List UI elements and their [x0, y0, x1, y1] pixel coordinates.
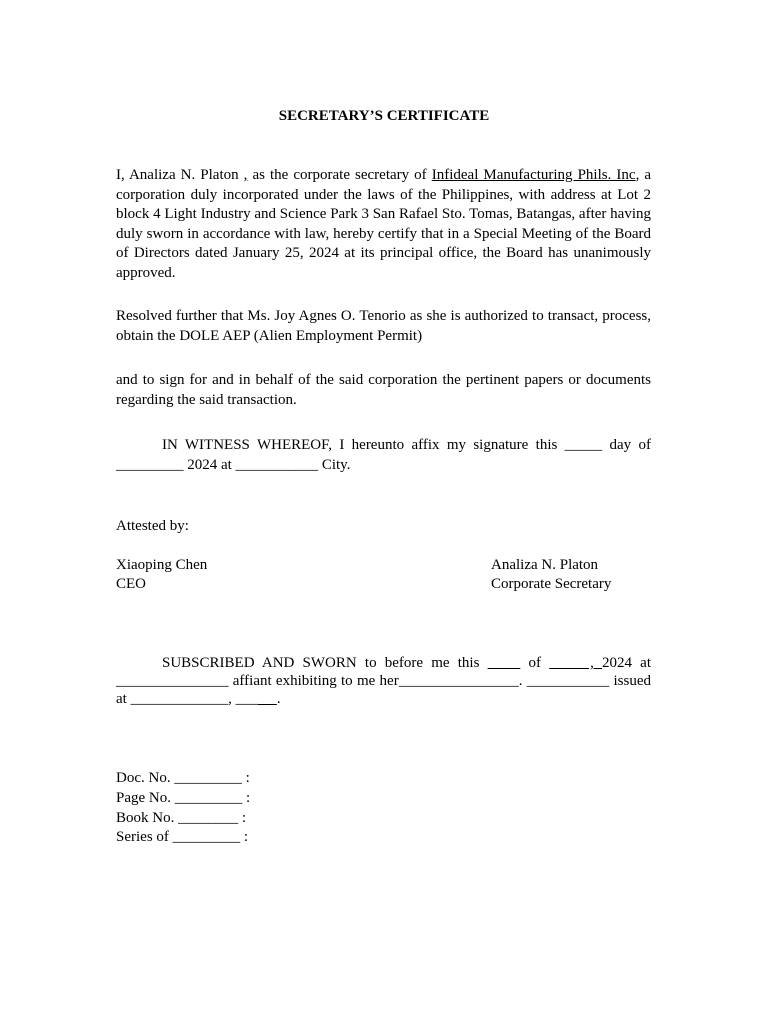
notary-page-no: Page No. _________ : [116, 790, 251, 806]
paragraph-authority: and to sign for and in behalf of the said corporation the pertinent papers or documents regarding the said transaction. [116, 372, 651, 408]
p1-rest: , a corporation duly incorporated under the laws of the Philippines, with address at Lot 2 block 4 Light Industry and Science Park 3 San Rafael Sto. Tomas, Batangas, after having duly sworn in accordance with law, hereby certify that in a Special Meeting of the Board of Directors dated January 25, 2024 at its principal office, the Board has unanimously approved. [116, 167, 652, 281]
p1-mid: as the corporate secretary of [247, 167, 432, 183]
company-name: Infideal Manufacturing Phils. Inc [431, 167, 636, 183]
paragraph-witness: IN WITNESS WHEREOF, I hereunto affix my signature this _____ day of _________ 2024 at ___________ City. [116, 437, 651, 473]
attested-label: Attested by: [116, 518, 189, 534]
jurat-blank-day [488, 655, 521, 671]
jurat-blank-month: , [549, 655, 602, 671]
signatory-names-row [116, 556, 652, 576]
secretary-signature-name: Analiza N. Platon [491, 557, 599, 573]
paragraph-resolution: Resolved further that Ms. Joy Agnes O. Tenorio as she is authorized to transact, process, obtain the DOLE AEP (Alien Employment Permit) [116, 308, 651, 344]
ceo-name: Xiaoping Chen [116, 557, 208, 573]
jurat-blank-date [258, 691, 277, 707]
ceo-title: CEO [116, 576, 146, 592]
p1-comma: , [243, 167, 248, 183]
p1-start: I, [116, 167, 129, 183]
notary-series: Series of _________ : [116, 829, 249, 845]
secretary-signature-title: Corporate Secretary [491, 576, 612, 592]
paragraph-certification [116, 166, 651, 283]
signatory-titles-row [116, 575, 652, 595]
jurat-text-a: SUBSCRIBED AND SWORN to before me this [162, 655, 488, 671]
paragraph-jurat [116, 654, 651, 708]
secretary-name: Analiza N. Platon [128, 167, 239, 183]
jurat-text-c: of [520, 655, 550, 671]
document-title: SECRETARY’S CERTIFICATE [278, 108, 490, 124]
jurat-end: . [276, 691, 281, 707]
notary-doc-no: Doc. No. _________ : [116, 770, 250, 786]
jurat-text-e: 2024 at _______________ affiant exhibiting to me her________________. ___________ issued at _____________, ___ [116, 655, 652, 707]
notary-book-no: Book No. ________ : [116, 810, 247, 826]
